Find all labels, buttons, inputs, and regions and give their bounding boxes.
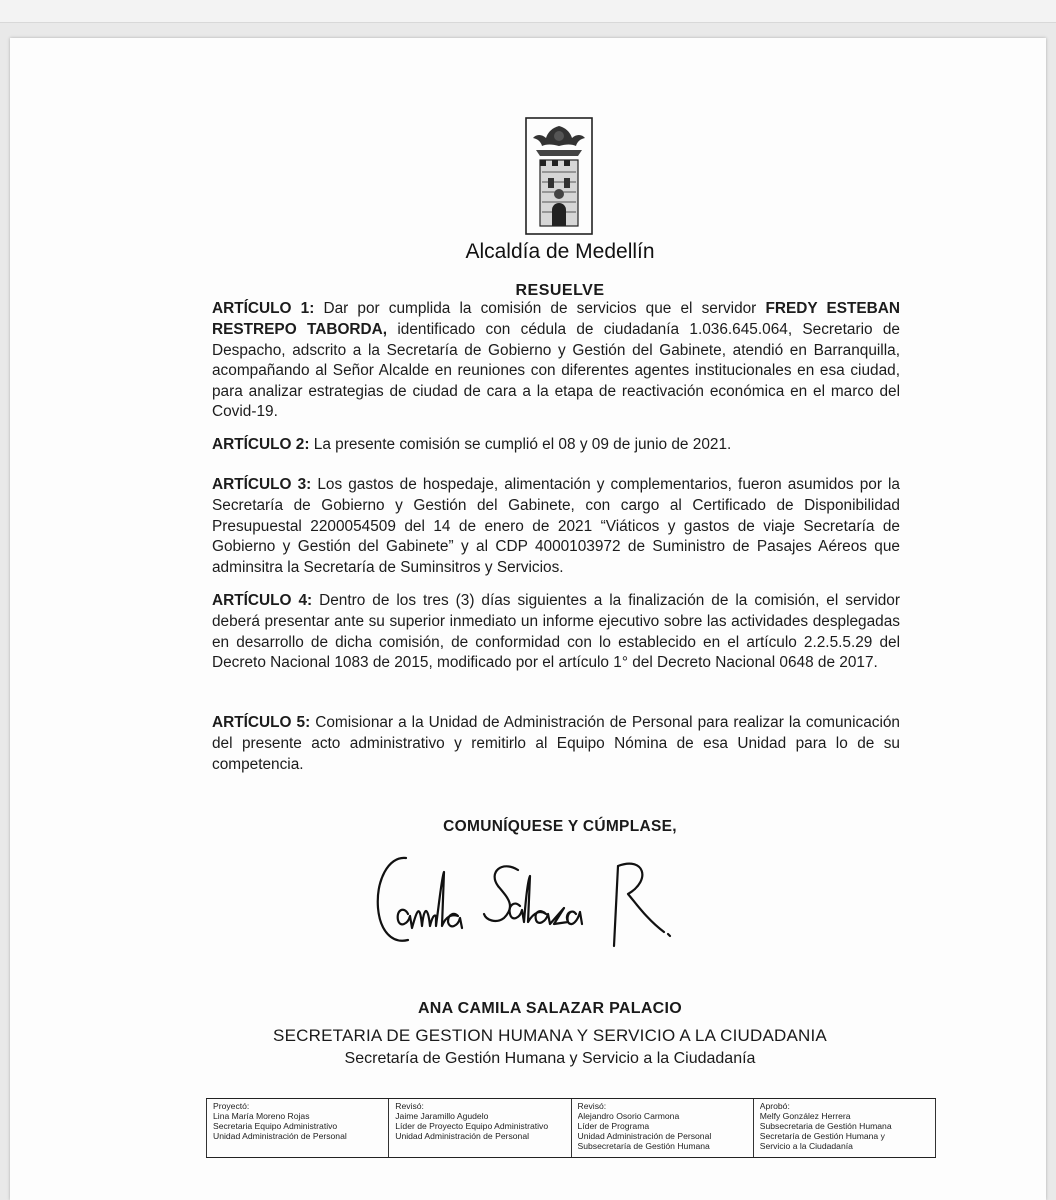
- approval-line: Unidad Administración de Personal: [213, 1131, 347, 1141]
- approval-line: Unidad Administración de Personal: [395, 1131, 530, 1141]
- approval-role: Revisó:: [395, 1101, 424, 1111]
- article-4: [212, 591, 900, 673]
- approval-role: Revisó:: [577, 1101, 607, 1111]
- article-text: Dentro de los tres (3) días siguientes a la finalización de la comisión, el servidor deberá presentar ante su superior inmediato un informe ejecutivo sobre las actividades desplegadas en desarrollo de dicha comisión, de conformidad con lo establecido en el artículo 2.2.5.5.29 del Decreto Nacional 1083 de 2015, modificado por el artículo 1° del Decreto Nacional 0648 de 2017.: [212, 592, 900, 672]
- article-label: ARTÍCULO 1:: [212, 300, 315, 318]
- resolution-heading: RESUELVE: [515, 282, 605, 299]
- article-label: ARTÍCULO 2:: [212, 436, 310, 454]
- article-text: Dar por cumplida la comisión de servicios que el servidor: [314, 300, 766, 318]
- approval-line: Líder de Programa: [577, 1121, 650, 1131]
- document-page: [10, 38, 1046, 1200]
- article-label: ARTÍCULO 5:: [212, 714, 311, 732]
- coat-of-arms-icon: [524, 116, 594, 236]
- approval-cell: [388, 1099, 570, 1157]
- approval-role: Aprobó:: [759, 1101, 790, 1111]
- handwritten-signature: [368, 836, 728, 956]
- approval-line: Alejandro Osorio Carmona: [577, 1111, 680, 1121]
- signer-name: ANA CAMILA SALAZAR PALACIO: [417, 1000, 683, 1017]
- viewer-top-strip: [0, 0, 1056, 23]
- approval-role: Proyectó:: [213, 1101, 250, 1111]
- article-text: La presente comisión se cumplió el 08 y 09 de junio de 2021.: [309, 436, 732, 454]
- approval-line: Jaime Jaramillo Agudelo: [395, 1111, 489, 1121]
- approval-cell: [571, 1099, 753, 1157]
- article-bold-text: FREDY ESTEBAN RESTREPO TABORDA,: [212, 300, 900, 338]
- signer-department: Secretaría de Gestión Humana y Servicio a la Ciudadanía: [344, 1050, 756, 1067]
- organization-name: Alcaldía de Medellín: [465, 240, 655, 263]
- approval-line: Lina María Moreno Rojas: [213, 1111, 310, 1121]
- approval-line: Unidad Administración de Personal: [577, 1131, 712, 1141]
- approval-line: Secretaria Equipo Administrativo: [213, 1121, 338, 1131]
- article-5: [212, 713, 900, 775]
- approval-line: Secretaría de Gestión Humana y: [759, 1131, 885, 1141]
- article-2: [212, 435, 900, 456]
- closing-phrase: COMUNÍQUESE Y CÚMPLASE,: [443, 818, 677, 835]
- article-1: [212, 299, 900, 423]
- article-label: ARTÍCULO 3:: [212, 476, 312, 494]
- article-3: [212, 475, 900, 578]
- article-text: Los gastos de hospedaje, alimentación y complementarios, fueron asumidos por la Secretaría de Gobierno y Gestión del Gabinete, con cargo al Certificado de Disponibilidad Presupuestal 2200054509 del 14 de enero de 2021 “Viáticos y gastos de viaje Secretaría de Gobierno y Gestión del Gabinete” y al CDP 4000103972 de Suministro de Pasajes Aéreos que adminsitra la Secretaría de Suminsitros y Servicios.: [212, 476, 900, 576]
- approval-line: Subsecretaría de Gestión Humana: [577, 1141, 710, 1151]
- article-text: Comisionar a la Unidad de Administración de Personal para realizar la comunicación del presente acto administrativo y remitirlo al Equipo Nómina de esa Unidad para lo de su competencia.: [212, 714, 900, 773]
- approval-cell: [206, 1099, 388, 1157]
- article-text: identificado con cédula de ciudadanía 1.036.645.064, Secretario de Despacho, adscrito a la Secretaría de Gobierno y Gestión del Gabinete, atendió en Barranquilla, acompañando al Señor Alcalde en reuniones con diferentes agentes institucionales en esa ciudad, para analizar estrategias de ciudad de cara a la etapa de reactivación económica en el marco del Covid-19.: [212, 320, 900, 421]
- signer-title: SECRETARIA DE GESTION HUMANA Y SERVICIO A LA CIUDADANIA: [273, 1026, 827, 1045]
- approval-table: [206, 1098, 936, 1158]
- article-label: ARTÍCULO 4:: [212, 592, 313, 610]
- approval-cell: [753, 1099, 936, 1157]
- approval-line: Melfy González Herrera: [759, 1111, 851, 1121]
- approval-line: Líder de Proyecto Equipo Administrativo: [395, 1121, 549, 1131]
- approval-line: Subsecretaria de Gestión Humana: [759, 1121, 892, 1131]
- approval-line: Servicio a la Ciudadanía: [759, 1141, 853, 1151]
